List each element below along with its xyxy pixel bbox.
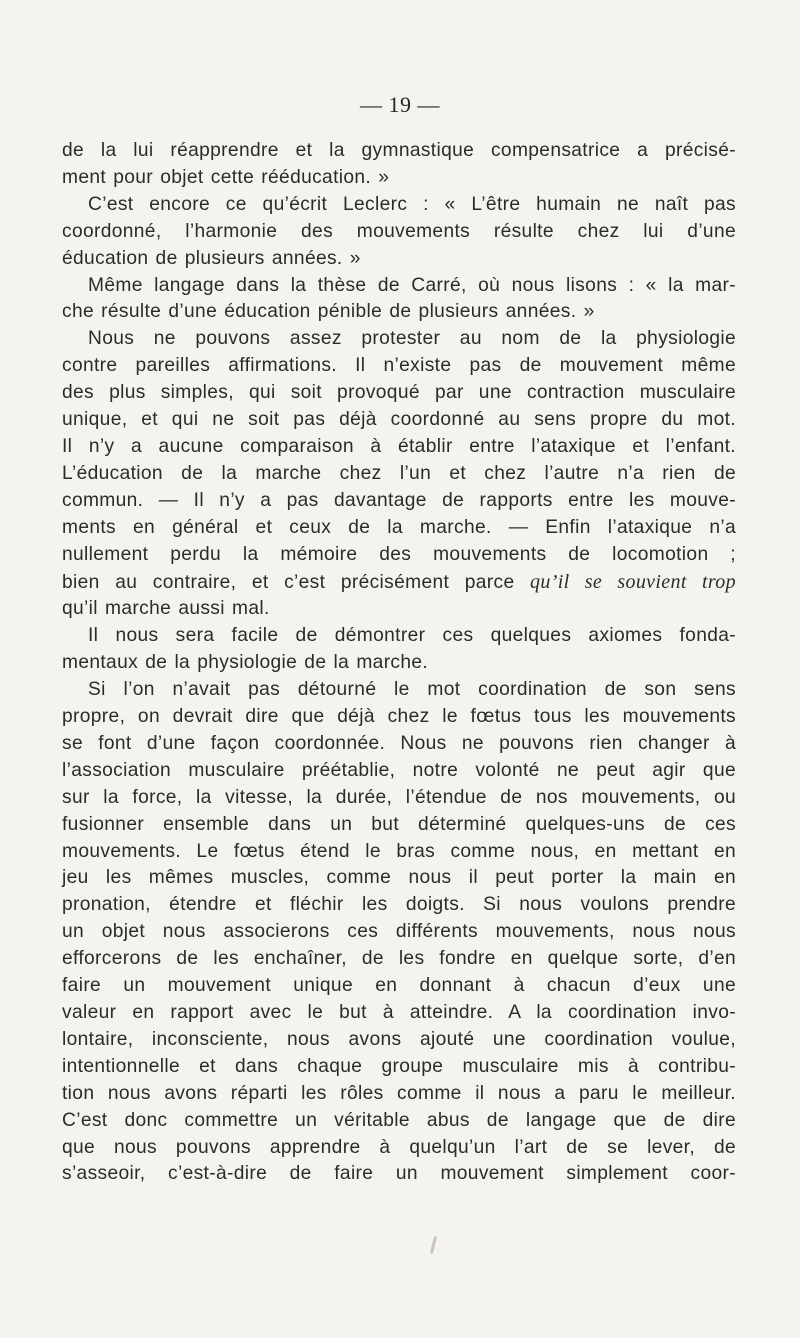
- text-line: C’est donc commettre un véritable abus de langage que de dire: [62, 1109, 736, 1131]
- text-line: mouvements. Le fœtus étend le bras comme nous, en mettant en: [62, 840, 736, 862]
- text-line: de la lui réapprendre et la gymnastique compensatrice a précisé-: [62, 140, 736, 161]
- text-line: jeu les mêmes muscles, comme nous il peut porter la main en: [62, 867, 736, 889]
- text-line: l’association musculaire préétablie, notre volonté ne peut agir que: [62, 759, 736, 781]
- text-line: des plus simples, qui soit provoqué par une contraction musculaire: [62, 382, 736, 404]
- text-line: Nous ne pouvons assez protester au nom de la physiologie: [88, 328, 736, 350]
- text-line: C’est encore ce qu’écrit Leclerc : « L’être humain ne naît pas: [88, 193, 736, 215]
- text-line: coordonné, l’harmonie des mouvements résulte chez lui d’une: [62, 220, 736, 242]
- text-line: propre, on devrait dire que déjà chez le fœtus tous les mouvements: [62, 706, 736, 728]
- text-line: Il n’y a aucune comparaison à établir entre l’ataxique et l’enfant.: [62, 435, 736, 457]
- text-line: contre pareilles affirmations. Il n’existe pas de mouvement même: [62, 355, 736, 377]
- text-line: éducation de plusieurs années. »: [62, 247, 361, 269]
- text-line: intentionnelle et dans chaque groupe musculaire mis à contribu-: [62, 1055, 736, 1077]
- text-line: [62, 569, 736, 597]
- text-line: valeur en rapport avec le but à atteindre. A la coordination invo-: [62, 1002, 736, 1023]
- text-line: nullement perdu la mémoire des mouvements de locomotion ;: [62, 543, 736, 565]
- text-line: L’éducation de la marche chez l’un et chez l’autre n’a rien de: [62, 462, 736, 484]
- text-line: ment pour objet cette rééducation. »: [62, 166, 390, 188]
- text-line: unique, et qui ne soit pas déjà coordonné au sens propre du mot.: [62, 409, 736, 431]
- text-line: que nous pouvons apprendre à quelqu’un l’art de se lever, de: [62, 1136, 736, 1158]
- text-line: fusionner ensemble dans un but déterminé quelques-uns de ces: [62, 813, 736, 835]
- text-line: che résulte d’une éducation pénible de plusieurs années. »: [62, 301, 595, 323]
- body-text: [62, 138, 736, 1188]
- text-line: tion nous avons réparti les rôles comme il nous a paru le meilleur.: [62, 1082, 736, 1104]
- italic-phrase: qu’il se souvient trop: [530, 570, 737, 593]
- text-line: un objet nous associerons ces différents mouvements, nous nous: [62, 921, 736, 943]
- text-line: faire un mouvement unique en donnant à chacun d’eux une: [62, 975, 736, 997]
- text-run: bien au contraire, et c’est précisément parce: [62, 571, 531, 593]
- text-line: qu’il marche aussi mal.: [62, 598, 270, 620]
- text-line: mentaux de la physiologie de la marche.: [62, 652, 429, 674]
- text-line: sur la force, la vitesse, la durée, l’étendue de nos mouvements, ou: [62, 786, 736, 808]
- text-line: se font d’une façon coordonnée. Nous ne pouvons rien changer à: [62, 732, 736, 754]
- text-line: Si l’on n’avait pas détourné le mot coordination de son sens: [88, 679, 736, 701]
- paper-mark: [430, 1236, 437, 1254]
- text-line: ments en général et ceux de la marche. — Enfin l’ataxique n’a: [62, 516, 736, 538]
- text-line: lontaire, inconsciente, nous avons ajouté une coordination voulue,: [62, 1028, 736, 1050]
- text-line: Il nous sera facile de démontrer ces quelques axiomes fonda-: [88, 625, 736, 647]
- text-line: commun. — Il n’y a pas davantage de rapports entre les mouve-: [62, 489, 736, 511]
- text-line: Même langage dans la thèse de Carré, où nous lisons : « la mar-: [88, 274, 736, 296]
- text-line: pronation, étendre et fléchir les doigts. Si nous voulons prendre: [62, 894, 736, 916]
- page-number: — 19 —: [360, 92, 440, 117]
- text-line: s’asseoir, c’est-à-dire de faire un mouvement simplement coor-: [62, 1163, 736, 1185]
- text-line: efforcerons de les enchaîner, de les fondre en quelque sorte, d’en: [62, 948, 736, 970]
